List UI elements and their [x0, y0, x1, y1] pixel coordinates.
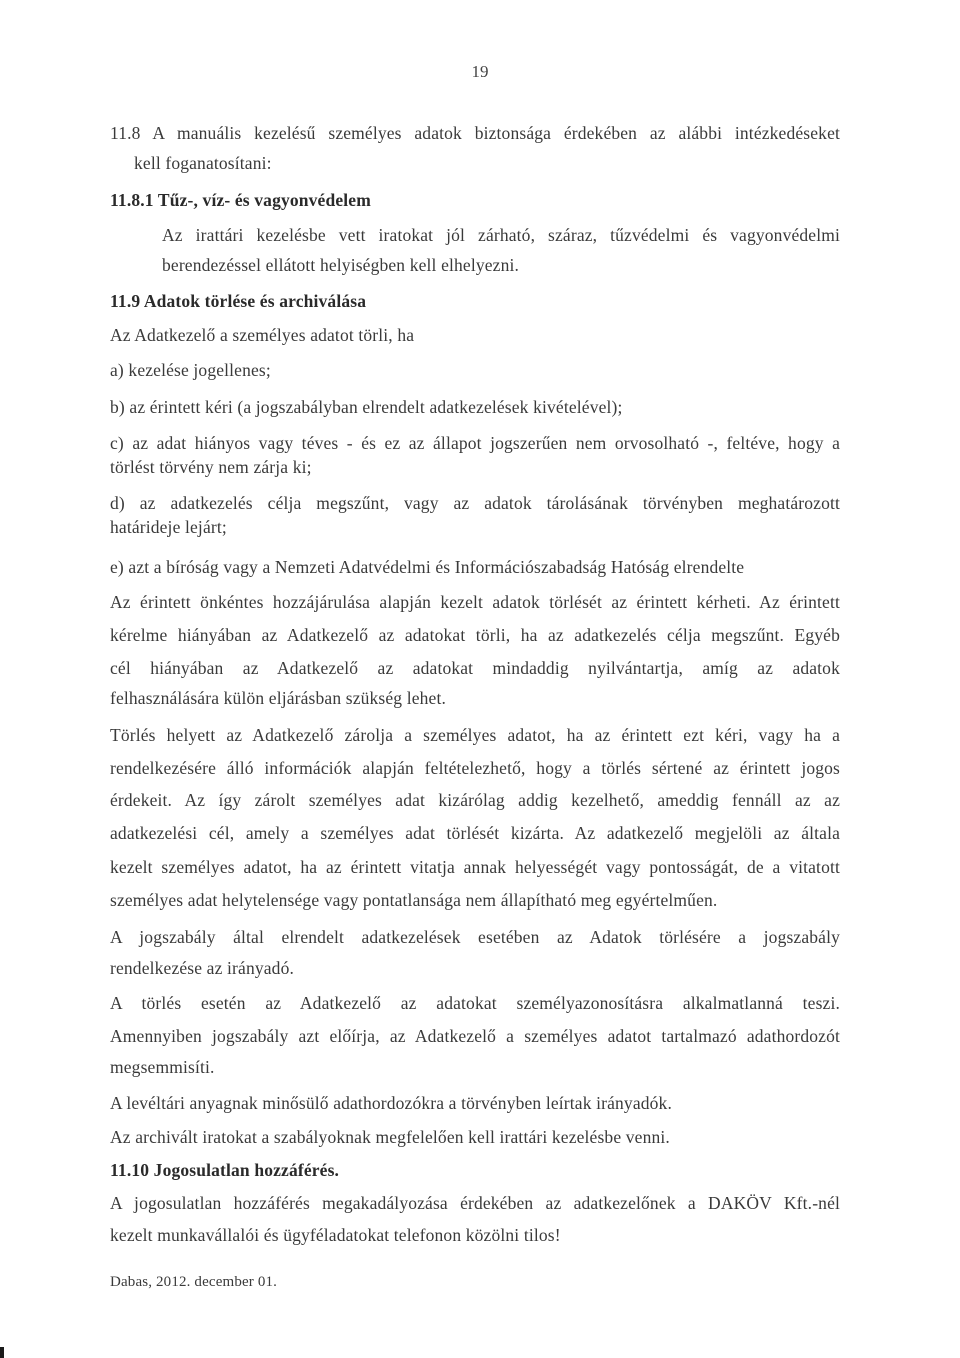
- paragraph-line: felhasználására külön eljárásban szükség lehet.: [110, 688, 447, 708]
- heading-11-10: 11.10 Jogosulatlan hozzáférés.: [110, 1160, 340, 1180]
- paragraph-line: Az Adatkezelő a személyes adatot törli, ha: [110, 325, 415, 345]
- paragraph-line: rendelkezésére álló információk alapján feltételezhető, hogy a törlés sértené az érintett jogos: [110, 758, 840, 778]
- paragraph-line: adatkezelési cél, amely a személyes adat törlését kizárta. Az adatkezelő megjelöli az általa: [110, 823, 840, 843]
- paragraph-line: Törlés helyett az Adatkezelő zárolja a személyes adatot, ha az érintett ezt kéri, vagy ha a: [110, 725, 840, 745]
- heading-11-8-1: 11.8.1 Tűz-, víz- és vagyonvédelem: [110, 190, 371, 210]
- list-item-c-cont: törlést törvény nem zárja ki;: [110, 457, 312, 477]
- page-number: 19: [471, 62, 489, 81]
- paragraph-line: kezelt személyes adatot, ha az érintett vitatja annak helyességét vagy pontosságát, de a vitatott: [110, 857, 840, 877]
- paragraph-line: rendelkezése az irányadó.: [110, 958, 294, 978]
- list-item-c: c) az adat hiányos vagy téves - és ez az állapot jogszerűen nem orvosolható -, feltéve, hogy a: [110, 433, 840, 453]
- list-item-d: d) az adatkezelés célja megszűnt, vagy az adatok tárolásának törvényben meghatározott: [110, 493, 840, 513]
- paragraph-line: Az archivált iratokat a szabályoknak megfelelően kell irattári kezelésbe venni.: [110, 1127, 670, 1147]
- scan-edge-mark: [0, 1347, 4, 1358]
- list-item-e: e) azt a bíróság vagy a Nemzeti Adatvédelmi és Információszabadság Hatóság elrendelte: [110, 557, 745, 577]
- paragraph-line: kezelt munkavállalói és ügyféladatokat telefonon közölni tilos!: [110, 1225, 561, 1245]
- list-item-d-cont: határideje lejárt;: [110, 517, 227, 537]
- paragraph-line: A jogszabály által elrendelt adatkezelések esetében az Adatok törlésére a jogszabály: [110, 927, 840, 947]
- list-item-b: b) az érintett kéri (a jogszabályban elrendelt adatkezelések kivételével);: [110, 397, 623, 417]
- paragraph-line: Amennyiben jogszabály azt előírja, az Adatkezelő a személyes adatot tartalmazó adathordozót: [110, 1026, 840, 1046]
- paragraph-line: kérelme hiányában az Adatkezelő az adatokat törli, ha az adatkezelés célja megszűnt. Egyéb: [110, 625, 840, 645]
- paragraph-line: érdekeit. Az így zárolt személyes adat kizárólag addig kezelhető, ameddig fennáll az az: [110, 790, 840, 810]
- paragraph-line: személyes adat helytelensége vagy pontatlansága nem állapítható meg egyértelműen.: [110, 890, 718, 910]
- list-item-a: a) kezelése jogellenes;: [110, 360, 271, 380]
- paragraph-line: megsemmisíti.: [110, 1057, 215, 1077]
- paragraph-line: Az érintett önkéntes hozzájárulása alapján kezelt adatok törlését az érintett kérheti. Az érintett: [110, 592, 840, 612]
- paragraph-line: A törlés esetén az Adatkezelő az adatokat személyazonosításra alkalmatlanná teszi.: [110, 993, 840, 1013]
- paragraph-line: A jogosulatlan hozzáférés megakadályozása érdekében az adatkezelőnek a DAKÖV Kft.-nél: [110, 1193, 840, 1213]
- paragraph-line: Az irattári kezelésbe vett iratokat jól zárható, száraz, tűzvédelmi és vagyonvédelmi: [162, 225, 840, 245]
- paragraph-line: A levéltári anyagnak minősülő adathordozókra a törvényben leírtak irányadók.: [110, 1093, 672, 1113]
- section-11-8-line-2: kell foganatosítani:: [134, 153, 272, 173]
- date-line: Dabas, 2012. december 01.: [110, 1274, 278, 1290]
- heading-11-9: 11.9 Adatok törlése és archiválása: [110, 291, 367, 311]
- section-11-8-line-1: 11.8 A manuális kezelésű személyes adatok biztonsága érdekében az alábbi intézkedéseket: [110, 123, 840, 143]
- paragraph-line: cél hiányában az Adatkezelő az adatokat mindaddig nyilvántartja, amíg az adatok: [110, 658, 840, 678]
- paragraph-line: berendezéssel ellátott helyiségben kell elhelyezni.: [162, 255, 520, 275]
